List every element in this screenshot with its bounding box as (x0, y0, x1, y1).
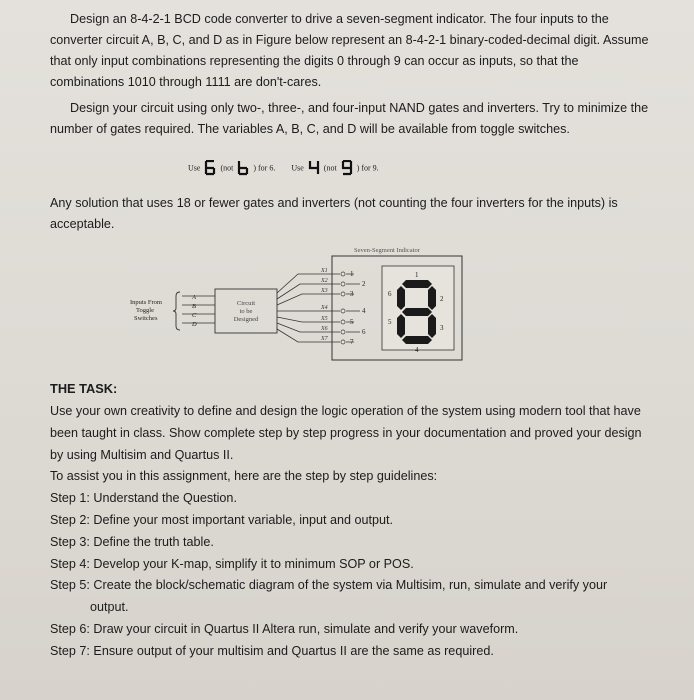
step-7-text: Ensure output of your multisim and Quartus II are the same as required. (93, 643, 494, 658)
segment-number-1: 1 (415, 271, 419, 279)
segment-number-4: 4 (415, 346, 419, 354)
digit-style-note (188, 160, 379, 176)
segment-3 (428, 314, 436, 338)
seven-segment-title: Seven-Segment Indicator (354, 247, 420, 254)
pin-number-4: 4 (362, 307, 366, 315)
step-5-continuation: output. (90, 600, 129, 615)
x-label-1: X1 (321, 268, 328, 274)
x-label-7: X7 (321, 336, 328, 342)
converter-block-diagram (118, 244, 478, 364)
step-3-text: Define the truth table. (93, 534, 214, 549)
pin-number-1: 1 (350, 270, 354, 278)
x-label-5: X5 (321, 316, 328, 322)
input-letter-c: C (192, 312, 197, 319)
step-6-label: Step 6: (50, 621, 90, 636)
not-label-2: (not (323, 163, 337, 173)
step-3-label: Step 3: (50, 534, 90, 549)
digit-9-without-tail-icon (308, 160, 320, 176)
step-7-label: Step 7: (50, 643, 90, 658)
pin-number-7: 7 (350, 338, 354, 346)
step-6-text: Draw your circuit in Quartus II Altera run, simulate and verify your waveform. (93, 621, 519, 636)
pin-number-6: 6 (362, 328, 366, 336)
task-title: THE TASK: (50, 381, 118, 396)
step-2 (50, 510, 650, 532)
segment-6 (397, 286, 405, 310)
task-body (50, 401, 650, 663)
input-letter-d: D (192, 321, 197, 328)
pin-number-2: 2 (362, 280, 366, 288)
segment-7 (402, 308, 432, 316)
for-9-label: ) for 9. (356, 163, 379, 173)
step-4 (50, 554, 650, 576)
inputs-label-line-3: Switches (134, 315, 158, 322)
digit-6-with-tail-icon (204, 160, 216, 176)
step-2-label: Step 2: (50, 512, 90, 527)
step-6 (50, 619, 650, 641)
x-label-2: X2 (321, 278, 328, 284)
segment-5 (397, 314, 405, 338)
step-1-label: Step 1: (50, 491, 90, 506)
x-label-3: X3 (321, 288, 328, 294)
pin-number-3: 3 (350, 290, 354, 298)
segment-number-6: 6 (388, 290, 392, 298)
intro-paragraph-2: Design your circuit using only two-, three-, and four-input NAND gates and inverters. Try to minimize the number of gates required. The variables A, B, C, and D will be available from toggle switches. (50, 101, 649, 136)
task-description: Use your own creativity to define and design the logic operation of the system using modern tool that have been taught in class. Show complete step by step progress in your documentation and proved your design by using Multisim and Quartus II. (50, 404, 642, 462)
x-label-4: X4 (321, 305, 328, 311)
step-5 (50, 575, 650, 597)
step-1-text: Understand the Question. (93, 491, 237, 506)
segment-2 (428, 286, 436, 310)
acceptable-note: Any solution that uses 18 or fewer gates and inverters (not counting the four inverters for the inputs) is acceptable. (50, 196, 618, 231)
x-label-6: X6 (321, 326, 328, 332)
output-wires (277, 274, 340, 342)
input-letter-b: B (192, 303, 196, 310)
input-wires (182, 296, 215, 323)
segment-4 (402, 336, 432, 344)
circuit-label-line-2: to be (239, 308, 253, 315)
inputs-label-line-1: Inputs From (130, 299, 162, 306)
task-guideline-intro: To assist you in this assignment, here are the step by step guidelines: (50, 469, 438, 484)
use-label-2: Use (291, 163, 304, 173)
segment-pin-wires (346, 274, 360, 342)
step-2-text: Define your most important variable, input and output. (93, 512, 394, 527)
input-brace (173, 292, 180, 330)
intro-paragraph-1: Design an 8-4-2-1 BCD code converter to drive a seven-segment indicator. The four inputs to the converter circuit A, B, C, and D as in Figure below represent an 8-4-2-1 binary-coded-decimal digit. Assume that only input combinations representing the digits 0 through 9 can occur as inputs, so that the combinations 1010 through 1111 are don't-cares. (50, 12, 649, 89)
digit-6-without-tail-icon (237, 160, 249, 176)
not-label-1: (not (220, 163, 234, 173)
for-6-label: ) for 6. (253, 163, 276, 173)
step-4-label: Step 4: (50, 556, 90, 571)
input-letter-a: A (192, 294, 196, 301)
segment-number-2: 2 (440, 295, 444, 303)
use-label-1: Use (188, 163, 201, 173)
step-7 (50, 641, 650, 663)
step-5-text: Create the block/schematic diagram of the system via Multisim, run, simulate and verify your (93, 578, 608, 593)
step-5-label: Step 5: (50, 578, 90, 593)
segment-number-7: 7 (415, 299, 419, 307)
segment-1 (402, 280, 432, 288)
step-3 (50, 532, 650, 554)
inputs-label-line-2: Toggle (136, 307, 154, 314)
pin-circles (341, 272, 345, 344)
circuit-label-line-3: Designed (233, 316, 259, 323)
segment-number-3: 3 (440, 324, 444, 332)
step-4-text: Develop your K-map, simplify it to minimum SOP or POS. (93, 556, 414, 571)
step-1 (50, 488, 650, 510)
circuit-label-line-1: Circuit (236, 300, 256, 307)
pin-number-5: 5 (350, 318, 354, 326)
segment-number-5: 5 (388, 318, 392, 326)
digit-9-with-tail-icon (341, 160, 353, 176)
